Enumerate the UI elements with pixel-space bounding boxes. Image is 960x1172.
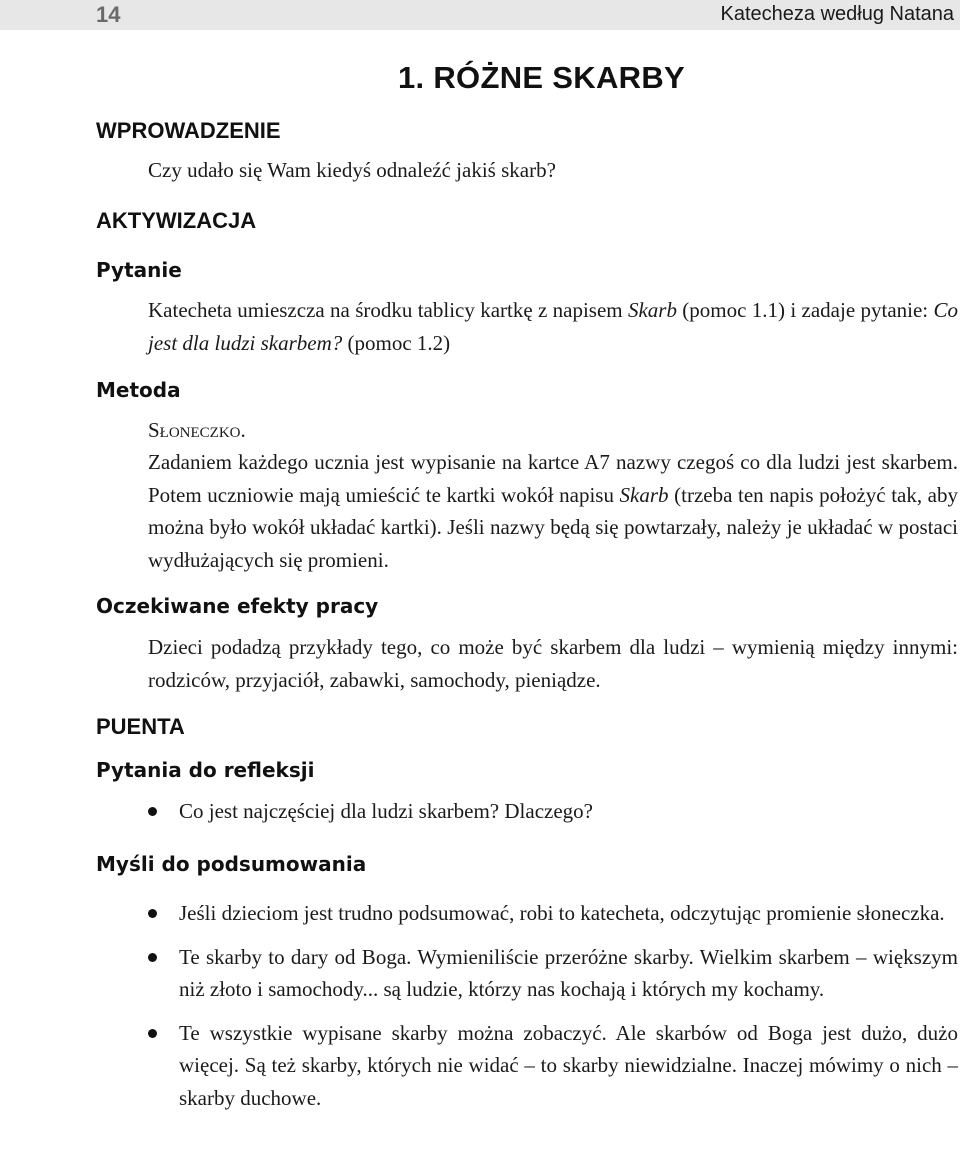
metoda-text-2: (trzeba ten napis położyć tak, aby można było wokół układać kartki). Jeśli nazwy będą się powtarzały, należy je układać w postaci wydłużających się promieni. [148,482,959,572]
efekty-text: Dzieci podadzą przykłady tego, co może być skarbem dla ludzi – wymienią między innymi: rodziców, przyjaciół, zabawki, samochody, pieniądze. [148,635,958,692]
list-item-text: Te skarby to dary od Boga. Wymieniliście przeróżne skarby. Wielkim skarbem – większym niż złoto i samochody... są ludzie, którzy nas kochają i których my kochamy. [179,944,958,1001]
podsumowanie-list [148,897,958,1114]
list-item [148,1017,958,1115]
running-head-title: Katecheza według Natana [720,3,954,25]
list-item [148,941,958,1006]
heading-aktywizacja: AKTYWIZACJA [96,208,257,233]
list-item-text: Te wszystkie wypisane skarby można zobaczyć. Ale skarbów od Boga jest dużo, dużo więcej. Są też skarby, których nie widać – to skarby niewidzialne. Inaczej mówimy o nich – skarby duchowe. [179,1020,958,1110]
list-item-text: Jeśli dzieciom jest trudno podsumować, robi to katecheta, odczytując promienie słoneczka. [179,901,945,925]
pytanie-skarb-italic: Skarb [627,298,677,322]
heading-pytania-do-refleksji: Pytania do refleksji [96,758,315,782]
metoda-method-name [148,414,958,447]
refleksja-list [148,795,958,828]
metoda-name: Słoneczko. [148,418,246,442]
pytanie-text-3: (pomoc 1.2) [342,330,451,355]
list-item-text: Co jest najczęściej dla ludzi skarbem? Dlaczego? [179,799,593,823]
metoda-text [148,446,958,576]
heading-metoda: Metoda [96,378,181,402]
chapter-title: 1. RÓŻNE SKARBY [398,60,685,95]
metoda-text-1: Zadaniem każdego ucznia jest wypisanie na kartce A7 nazwy czegoś co dla ludzi jest skarbem. Potem uczniowie mają umieścić te kartki wokół napisu [148,450,958,507]
running-header [0,0,960,30]
heading-oczekiwane-efekty: Oczekiwane efekty pracy [96,594,379,618]
pytanie-text [148,294,958,359]
wprowadzenie-text: Czy udało się Wam kiedyś odnaleźć jakiś skarb? [148,158,556,182]
bullet-icon [148,953,157,962]
list-item [148,795,958,828]
pytanie-text-2: (pomoc 1.1) i zadaje pytanie: [676,298,934,322]
heading-puenta: PUENTA [96,714,185,739]
heading-mysli-do-podsumowania: Myśli do podsumowania [96,852,367,876]
heading-pytanie: Pytanie [96,258,182,282]
bullet-icon [148,909,157,918]
metoda-skarb-italic: Skarb [619,482,669,507]
list-item [148,897,958,930]
heading-wprowadzenie: WPROWADZENIE [96,118,281,143]
page-number: 14 [96,2,121,27]
bullet-icon [148,1029,157,1038]
pytanie-text-1: Katecheta umieszcza na środku tablicy kartkę z napisem [148,298,628,322]
pytanie-question-italic: Co jest dla ludzi skarbem? [148,298,958,355]
bullet-icon [148,807,157,816]
